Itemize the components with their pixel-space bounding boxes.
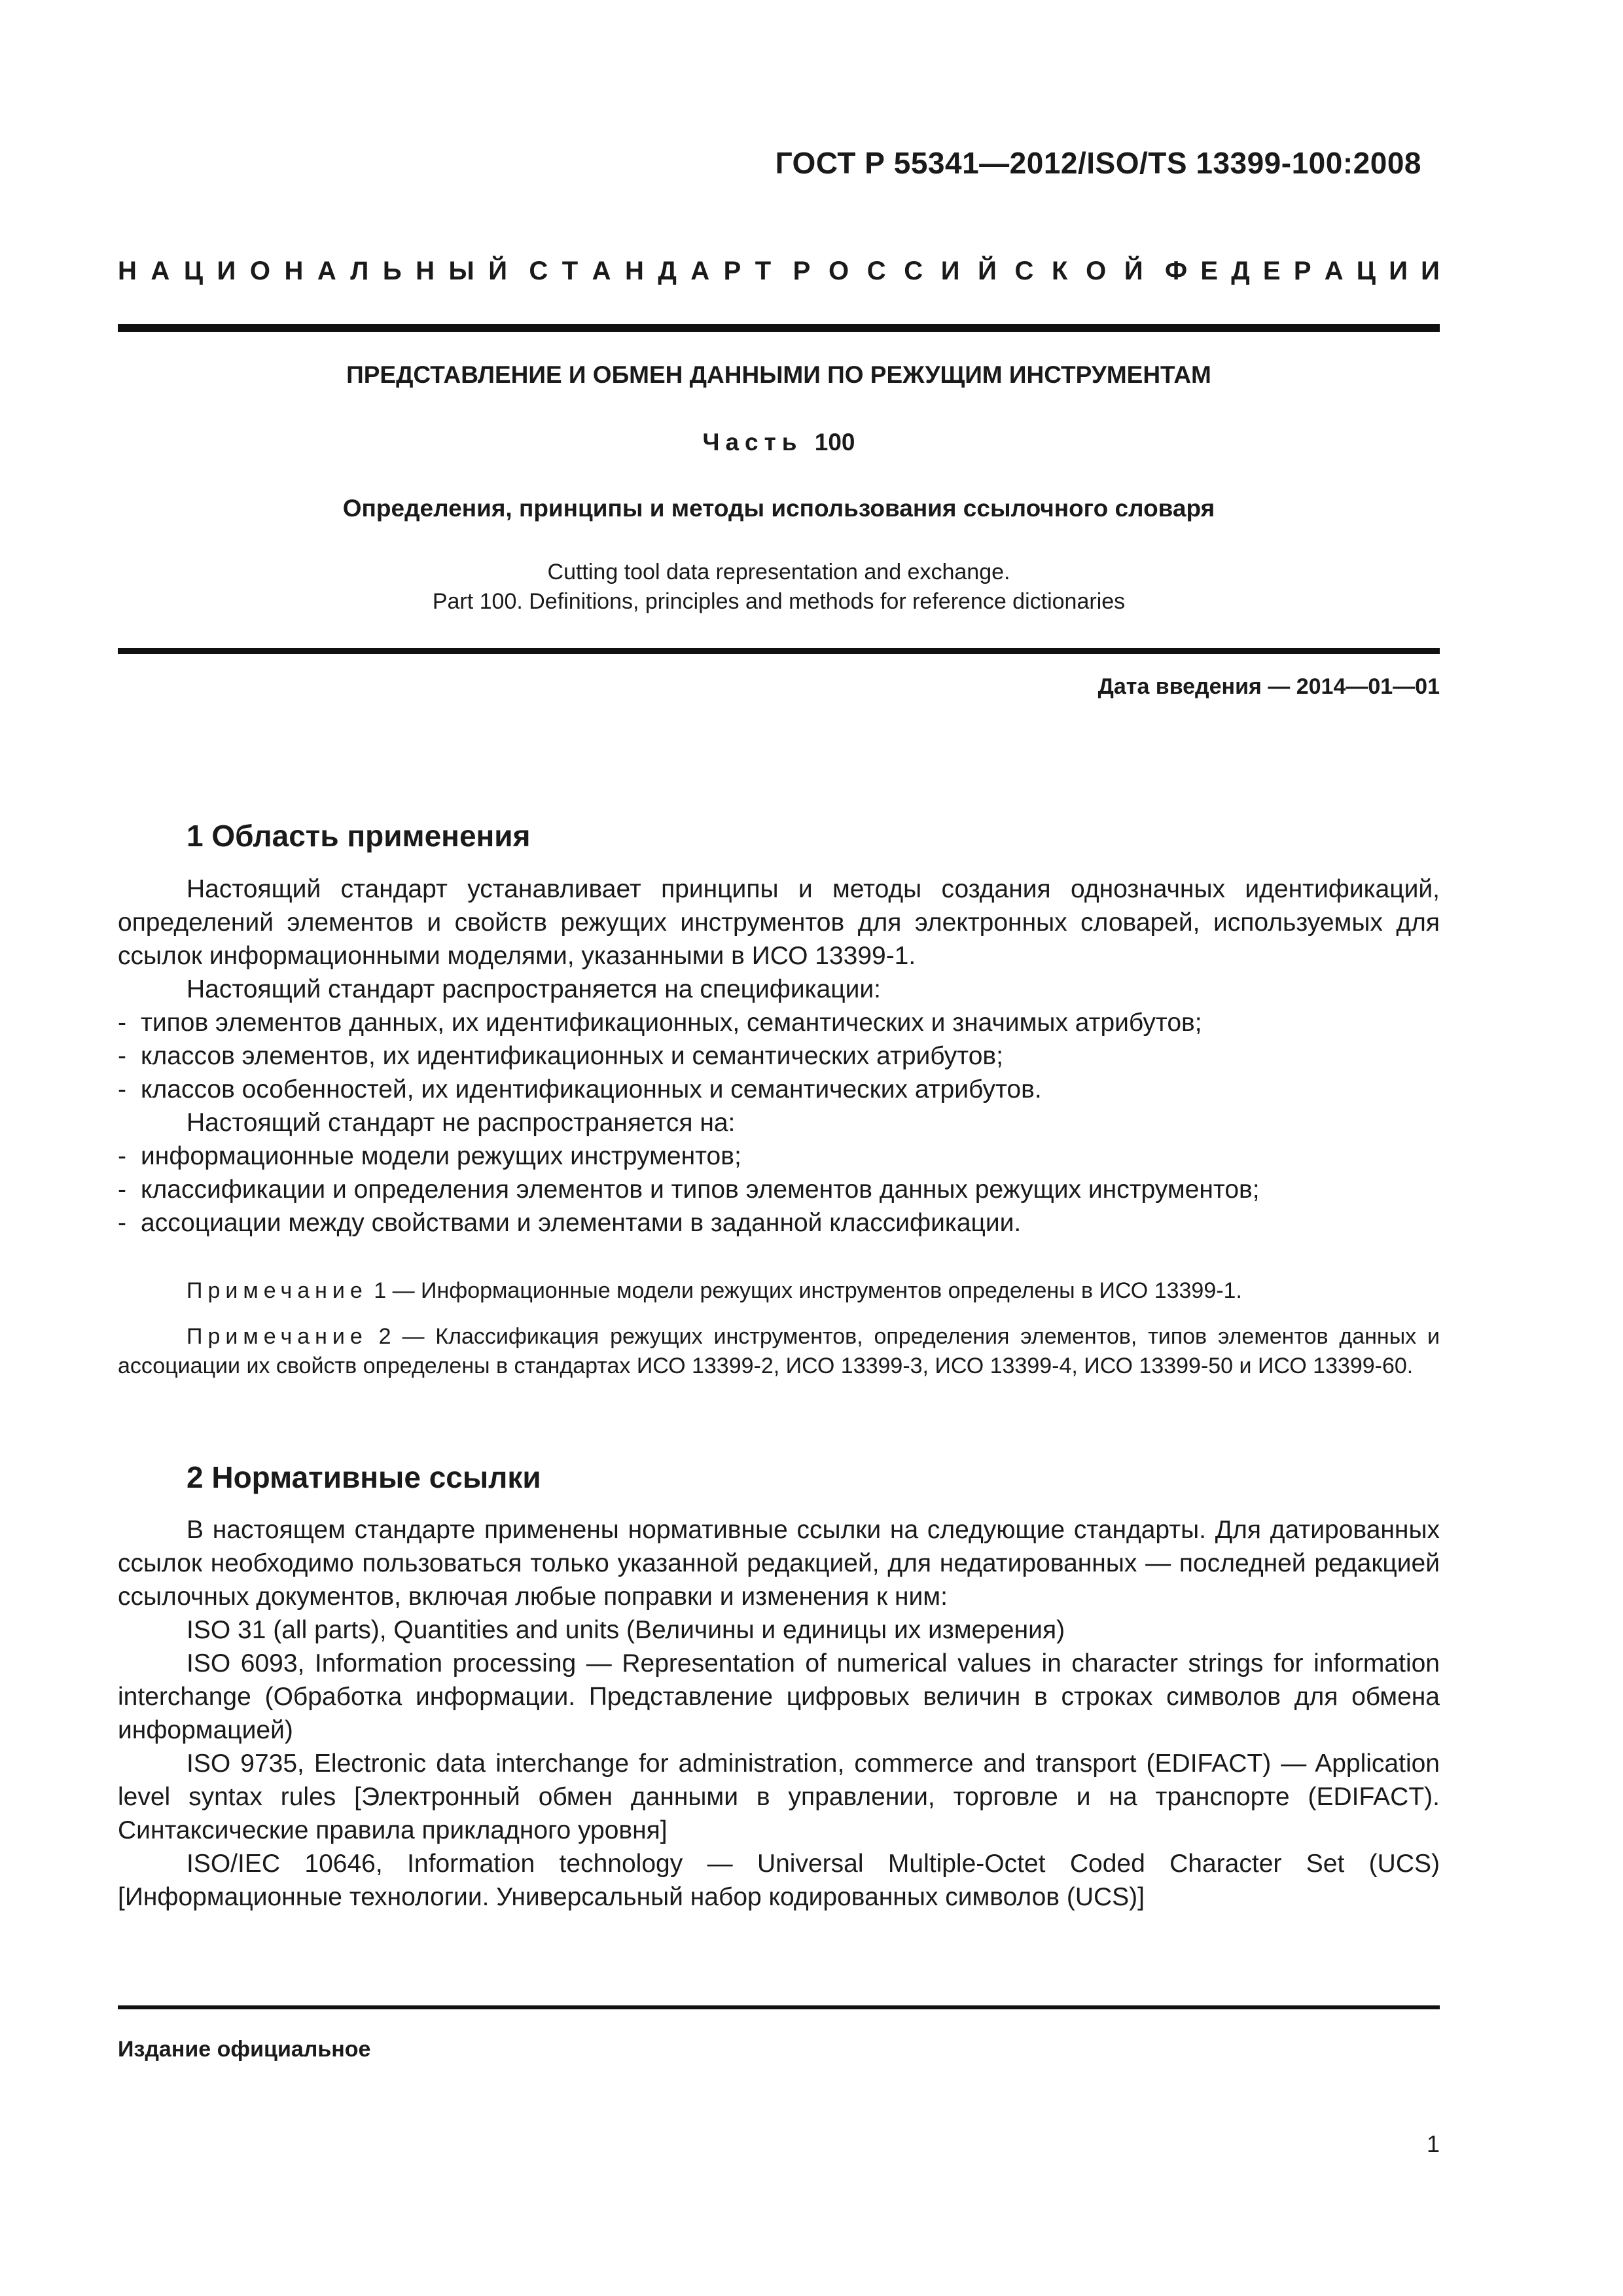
part-word: Часть bbox=[702, 429, 803, 456]
banner-letter: Т bbox=[755, 257, 772, 285]
banner-letter: К bbox=[1052, 257, 1068, 285]
document-title: ПРЕДСТАВЛЕНИЕ И ОБМЕН ДАННЫМИ ПО РЕЖУЩИМ ИНСТРУМЕНТАМ bbox=[346, 361, 1211, 388]
note-2 bbox=[118, 1322, 1440, 1381]
note-label: Примечание bbox=[187, 1278, 368, 1303]
banner-letter: Й bbox=[978, 257, 997, 285]
document-subtitle: Определения, принципы и методы использования ссылочного словаря bbox=[342, 495, 1215, 522]
banner-letter: Н bbox=[118, 257, 137, 285]
not-applies-list bbox=[118, 1139, 1440, 1240]
national-standard-banner bbox=[118, 257, 1440, 286]
banner-letter: Н bbox=[284, 257, 304, 285]
list-item bbox=[118, 1206, 1440, 1240]
banner-word bbox=[118, 257, 507, 286]
standard-code: ГОСТ Р 55341—2012/ISO/TS 13399-100:2008 bbox=[775, 146, 1421, 180]
footer-rule bbox=[118, 2005, 1440, 2009]
list-item-text: классов элементов, их идентификационных и семантических атрибутов; bbox=[141, 1042, 1003, 1070]
top-rule bbox=[118, 324, 1440, 332]
list-item-text: классов особенностей, их идентификационных и семантических атрибутов. bbox=[141, 1075, 1042, 1103]
list-marker: - bbox=[118, 1175, 126, 1204]
banner-letter: Ы bbox=[448, 257, 474, 285]
banner-letter: И bbox=[1389, 257, 1408, 285]
banner-letter: О bbox=[249, 257, 270, 285]
banner-letter: С bbox=[529, 257, 548, 285]
list-item bbox=[118, 1006, 1440, 1039]
banner-letter: О bbox=[1086, 257, 1107, 285]
part-label bbox=[118, 429, 1440, 456]
banner-word bbox=[1165, 257, 1440, 286]
normative-reference: ISO 6093, Information processing — Representation of numerical values in character strings for information interchange (Обработка информации. Представление цифровых величин в строках символов для обмена информацией) bbox=[118, 1649, 1440, 1744]
banner-letter: О bbox=[828, 257, 849, 285]
banner-letter: Д bbox=[1231, 257, 1250, 285]
banner-letter: И bbox=[1421, 257, 1440, 285]
list-marker: - bbox=[118, 1042, 126, 1070]
banner-letter: Н bbox=[624, 257, 644, 285]
banner-letter: Р bbox=[793, 257, 811, 285]
note-text: 1 — Информационные модели режущих инструментов определены в ИСО 13399-1. bbox=[374, 1278, 1242, 1303]
official-edition-label: Издание официальное bbox=[118, 2037, 371, 2062]
banner-letter: Ц bbox=[1356, 257, 1376, 285]
banner-letter: С bbox=[1014, 257, 1034, 285]
banner-letter: Л bbox=[350, 257, 369, 285]
list-item bbox=[118, 1073, 1440, 1106]
banner-word bbox=[793, 257, 1143, 286]
banner-letter: Н bbox=[416, 257, 435, 285]
list-marker: - bbox=[118, 1009, 126, 1037]
banner-letter: Р bbox=[1293, 257, 1311, 285]
list-item-text: информационные модели режущих инструментов; bbox=[141, 1142, 741, 1170]
banner-letter: С bbox=[866, 257, 886, 285]
banner-letter: А bbox=[592, 257, 611, 285]
banner-letter: Д bbox=[658, 257, 677, 285]
section-2-body bbox=[118, 1513, 1440, 1914]
list-marker: - bbox=[118, 1075, 126, 1103]
section-1-paragraph: Настоящий стандарт устанавливает принципы и методы создания однозначных идентификаций, определений элементов и свойств режущих инструментов для электронных словарей, используемых для ссылок информационными моделями, указанными в ИСО 13399-1. bbox=[118, 875, 1440, 970]
introduction-date: Дата введения — 2014—01—01 bbox=[1097, 674, 1440, 699]
section-2-title: 2 Нормативные ссылки bbox=[187, 1460, 541, 1494]
normative-reference: ISO 9735, Electronic data interchange for administration, commerce and transport (EDIFACT) — Application level syntax rules [Электронный обмен данными в управлении, торговле и на транспорте (EDIFACT). Синтаксические правила прикладного уровня] bbox=[118, 1749, 1440, 1844]
section-1-title: 1 Область применения bbox=[187, 819, 531, 853]
section-2-paragraph: В настоящем стандарте применены нормативные ссылки на следующие стандарты. Для датированных ссылок необходимо пользоваться только указанной редакцией, для недатированных — последней редакцией ссылочных документов, включая любые поправки и изменения к ним: bbox=[118, 1516, 1440, 1611]
list-item bbox=[118, 1173, 1440, 1206]
banner-letter: Ц bbox=[183, 257, 204, 285]
note-text: 2 — Классификация режущих инструментов, определения элементов, типов элементов данных и ассоциации их свойств определены в стандартах ИСО 13399-2, ИСО 13399-3, ИСО 13399-4, ИСО 13399-50 и ИСО 13399-60. bbox=[118, 1324, 1440, 1378]
page-number: 1 bbox=[1426, 2130, 1440, 2157]
banner-letter: Р bbox=[723, 257, 741, 285]
note-label: Примечание bbox=[187, 1324, 368, 1349]
banner-letter: Т bbox=[562, 257, 579, 285]
banner-letter: Й bbox=[1124, 257, 1143, 285]
list-item-text: ассоциации между свойствами и элементами в заданной классификации. bbox=[141, 1209, 1022, 1237]
note-1 bbox=[118, 1276, 1440, 1306]
english-title-line-2: Part 100. Definitions, principles and methods for reference dictionaries bbox=[432, 589, 1126, 614]
banner-letter: А bbox=[317, 257, 336, 285]
list-item bbox=[118, 1139, 1440, 1173]
list-marker: - bbox=[118, 1142, 126, 1170]
middle-rule bbox=[118, 648, 1440, 654]
normative-reference: ISO/IEC 10646, Information technology — Universal Multiple-Octet Coded Character Set (UCS) [Информационные технологии. Универсальный набор кодированных символов (UCS)] bbox=[118, 1850, 1440, 1911]
normative-reference: ISO 31 (all parts), Quantities and units (Величины и единицы их измерения) bbox=[187, 1616, 1065, 1644]
list-item bbox=[118, 1039, 1440, 1073]
banner-letter: Е bbox=[1262, 257, 1281, 285]
part-number: 100 bbox=[814, 429, 855, 456]
banner-letter: И bbox=[217, 257, 236, 285]
banner-word bbox=[529, 257, 771, 286]
list-item-text: классификации и определения элементов и типов элементов данных режущих инструментов; bbox=[141, 1175, 1260, 1204]
banner-letter: И bbox=[940, 257, 960, 285]
banner-letter: А bbox=[151, 257, 170, 285]
list-marker: - bbox=[118, 1209, 126, 1237]
banner-letter: С bbox=[904, 257, 923, 285]
banner-letter: Ь bbox=[382, 257, 402, 285]
banner-letter: А bbox=[690, 257, 710, 285]
banner-letter: А bbox=[1324, 257, 1344, 285]
banner-letter: Ф bbox=[1164, 257, 1188, 285]
banner-letter: Е bbox=[1200, 257, 1219, 285]
list-item-text: типов элементов данных, их идентификационных, семантических и значимых атрибутов; bbox=[141, 1009, 1202, 1037]
section-1-paragraph: Настоящий стандарт не распространяется на: bbox=[187, 1109, 736, 1137]
applies-list bbox=[118, 1006, 1440, 1106]
section-1-body bbox=[118, 872, 1440, 1240]
banner-letter: Й bbox=[488, 257, 507, 285]
english-title-line-1: Cutting tool data representation and exchange. bbox=[547, 560, 1010, 584]
section-1-paragraph: Настоящий стандарт распространяется на спецификации: bbox=[187, 975, 881, 1003]
